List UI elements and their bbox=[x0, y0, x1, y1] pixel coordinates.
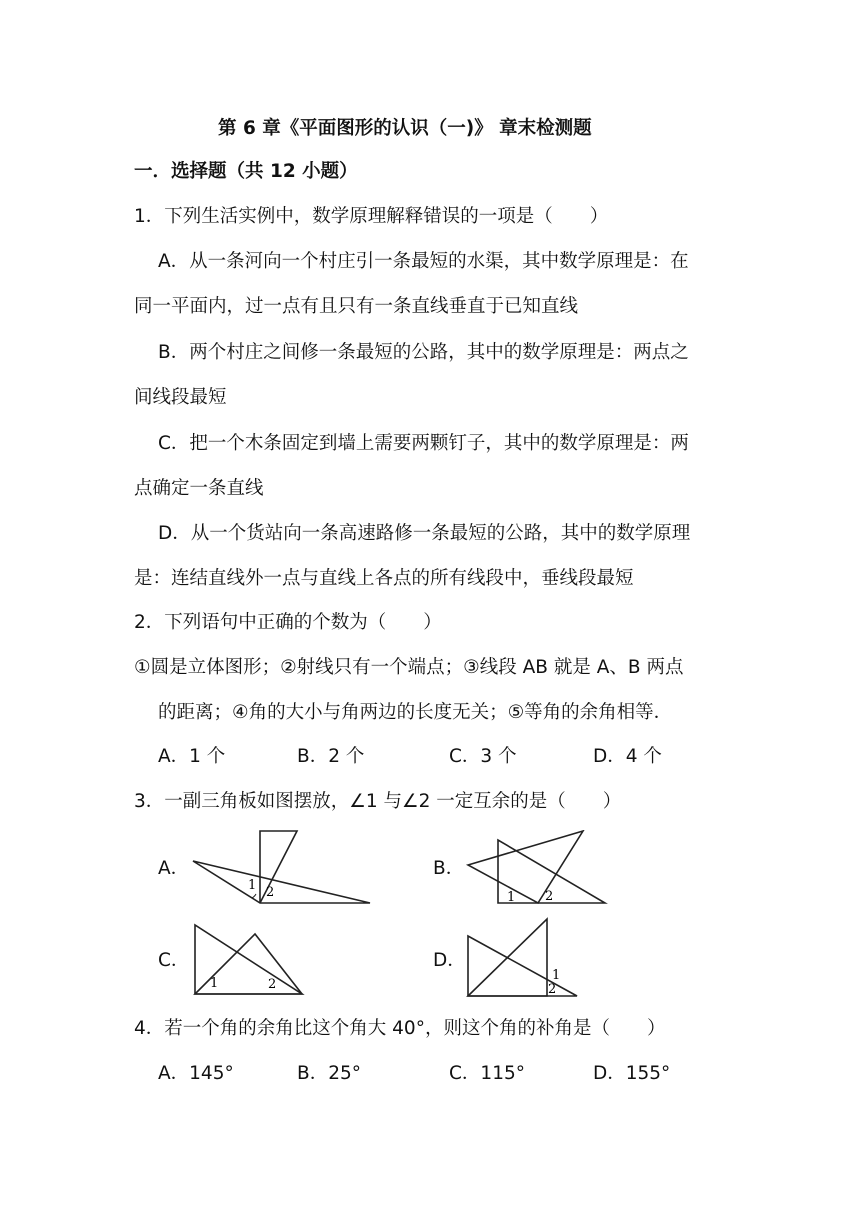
q2-option-c: C．3 个 bbox=[449, 746, 517, 767]
q3-option-c-label: C． bbox=[158, 950, 190, 971]
q4-stem: 4．若一个角的余角比这个角大 40°，则这个角的补角是（ ） bbox=[134, 1018, 666, 1039]
triangle-shape bbox=[193, 861, 370, 903]
q3-figure-c bbox=[190, 922, 310, 998]
q3-option-d-label: D． bbox=[433, 950, 466, 971]
q1-stem: 1．下列生活实例中，数学原理解释错误的一项是（ ） bbox=[134, 206, 609, 227]
q4-option-c: C．115° bbox=[449, 1063, 525, 1084]
q3-figure-a bbox=[190, 830, 375, 910]
q2-option-d: D．4 个 bbox=[593, 746, 662, 767]
q3-stem: 3．一副三角板如图摆放，∠1 与∠2 一定互余的是（ ） bbox=[134, 791, 622, 812]
q2-statements-line1: ①圆是立体图形；②射线只有一个端点；③线段 AB 就是 A、B 两点 bbox=[134, 657, 684, 678]
q1-option-b-line1: B．两个村庄之间修一条最短的公路，其中的数学原理是：两点之 bbox=[158, 342, 689, 363]
q2-option-a: A．1 个 bbox=[158, 746, 226, 767]
q1-option-a-line2: 同一平面内，过一点有且只有一条直线垂直于已知直线 bbox=[134, 296, 579, 317]
q1-option-d-line2: 是：连结直线外一点与直线上各点的所有线段中，垂线段最短 bbox=[134, 568, 634, 589]
triangle-shape bbox=[468, 936, 577, 996]
q1-option-d-line1: D．从一个货站向一条高速路修一条最短的公路，其中的数学原理 bbox=[158, 523, 691, 544]
angle-2-label: 2 bbox=[545, 889, 554, 904]
angle-2-label: 2 bbox=[266, 885, 275, 900]
q1-option-c-line1: C．把一个木条固定到墙上需要两颗钉子，其中的数学原理是：两 bbox=[158, 433, 689, 454]
q2-statements-line2: 的距离；④角的大小与角两边的长度无关；⑤等角的余角相等． bbox=[158, 702, 673, 723]
q4-option-d: D．155° bbox=[593, 1063, 671, 1084]
q3-option-b-label: B． bbox=[433, 858, 465, 879]
angle-1-label: 1 bbox=[248, 878, 257, 893]
angle-2-label: 2 bbox=[268, 977, 277, 992]
q3-option-a-label: A． bbox=[158, 858, 190, 879]
angle-2-label: 2 bbox=[548, 982, 557, 997]
section-heading: 一．选择题（共 12 小题） bbox=[134, 161, 358, 182]
q1-option-a-line1: A．从一条河向一个村庄引一条最短的水渠，其中数学原理是：在 bbox=[158, 251, 689, 272]
q3-figure-d bbox=[465, 916, 585, 1000]
page-title: 第 6 章《平面图形的认识（一)》 章末检测题 bbox=[218, 118, 592, 139]
q3-figure-b bbox=[465, 830, 615, 910]
q4-option-b: B．25° bbox=[297, 1063, 361, 1084]
q1-option-c-line2: 点确定一条直线 bbox=[134, 478, 264, 499]
q1-option-b-line2: 间线段最短 bbox=[134, 387, 227, 408]
angle-1-label: 1 bbox=[507, 890, 516, 905]
triangle-shape bbox=[468, 919, 547, 996]
angle-1-label: 1 bbox=[552, 968, 561, 983]
angle-1-label: 1 bbox=[210, 976, 219, 991]
q4-option-a: A．145° bbox=[158, 1063, 234, 1084]
triangle-shape bbox=[468, 831, 583, 903]
q2-option-b: B．2 个 bbox=[297, 746, 365, 767]
q2-stem: 2．下列语句中正确的个数为（ ） bbox=[134, 612, 442, 633]
